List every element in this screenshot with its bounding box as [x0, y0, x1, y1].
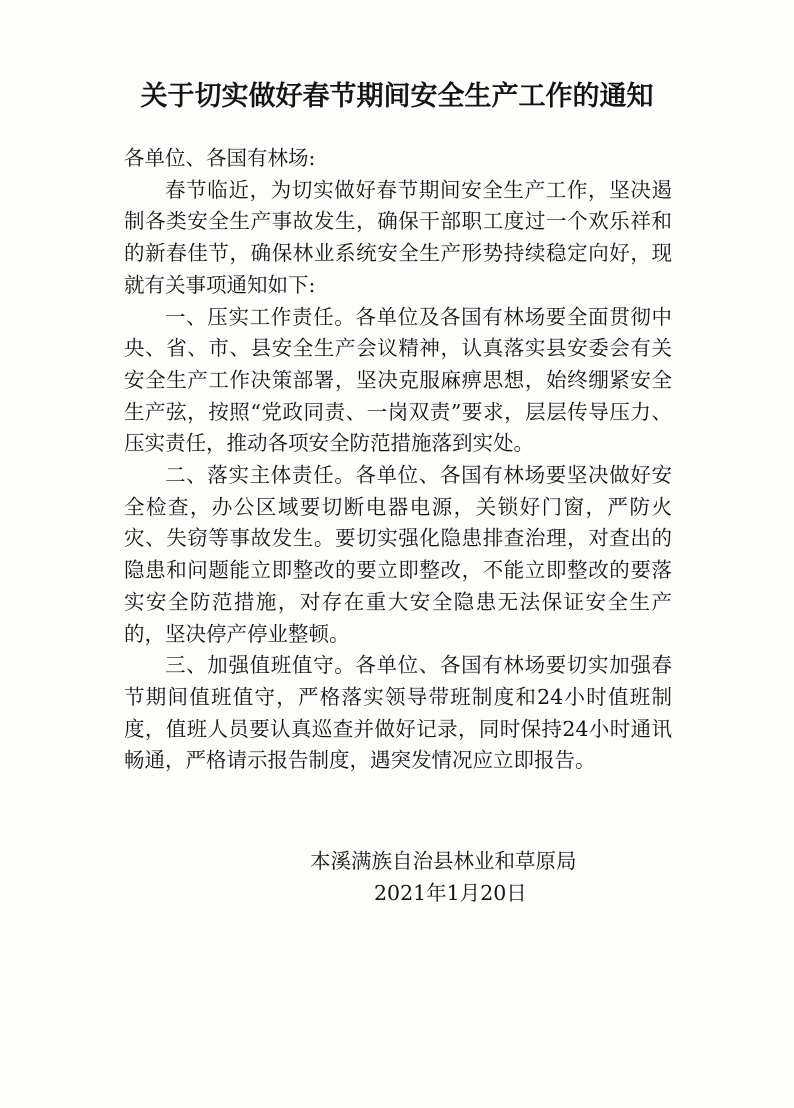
paragraph-item-2: 二、落实主体责任。各单位、各国有林场要坚决做好安全检查，办公区域要切断电器电源，关锁好门窗，严防火灾、失窃等事故发生。要切实强化隐患排查治理，对查出的隐患和问题能立即整改的要立即整改，不能立即整改的要落实安全防范措施，对存在重大安全隐患无法保证安全生产的，坚决停产停业整顿。	[124, 463, 672, 646]
signature-date: 2021年1月20日	[374, 881, 527, 905]
paragraph-item-1: 一、压实工作责任。各单位及各国有林场要全面贯彻中央、省、市、县安全生产会议精神，认真落实县安委会有关安全生产工作决策部署，坚决克服麻痹思想，始终绷紧安全生产弦，按照“党政同责、一岗双责”要求，层层传导压力、压实责任，推动各项安全防范措施落到实处。	[124, 304, 672, 456]
signature-organization: 本溪满族自治县林业和草原局	[310, 849, 577, 873]
paragraph-intro: 春节临近，为切实做好春节期间安全生产工作，坚决遏制各类安全生产事故发生，确保干部职工度过一个欢乐祥和的新春佳节，确保林业系统安全生产形势持续稳定向好，现就有关事项通知如下:	[124, 177, 672, 297]
paragraph-item-3: 三、加强值班值守。各单位、各国有林场要切实加强春节期间值班值守，严格落实领导带班制度和24小时值班制度，值班人员要认真巡查并做好记录，同时保持24小时通讯畅通，严格请示报告制度，遇突发情况应立即报告。	[124, 653, 672, 773]
document-title: 关于切实做好春节期间安全生产工作的通知	[140, 81, 654, 112]
document-body	[124, 143, 672, 777]
signature-block	[310, 845, 610, 909]
salutation: 各单位、各国有林场:	[124, 146, 316, 170]
